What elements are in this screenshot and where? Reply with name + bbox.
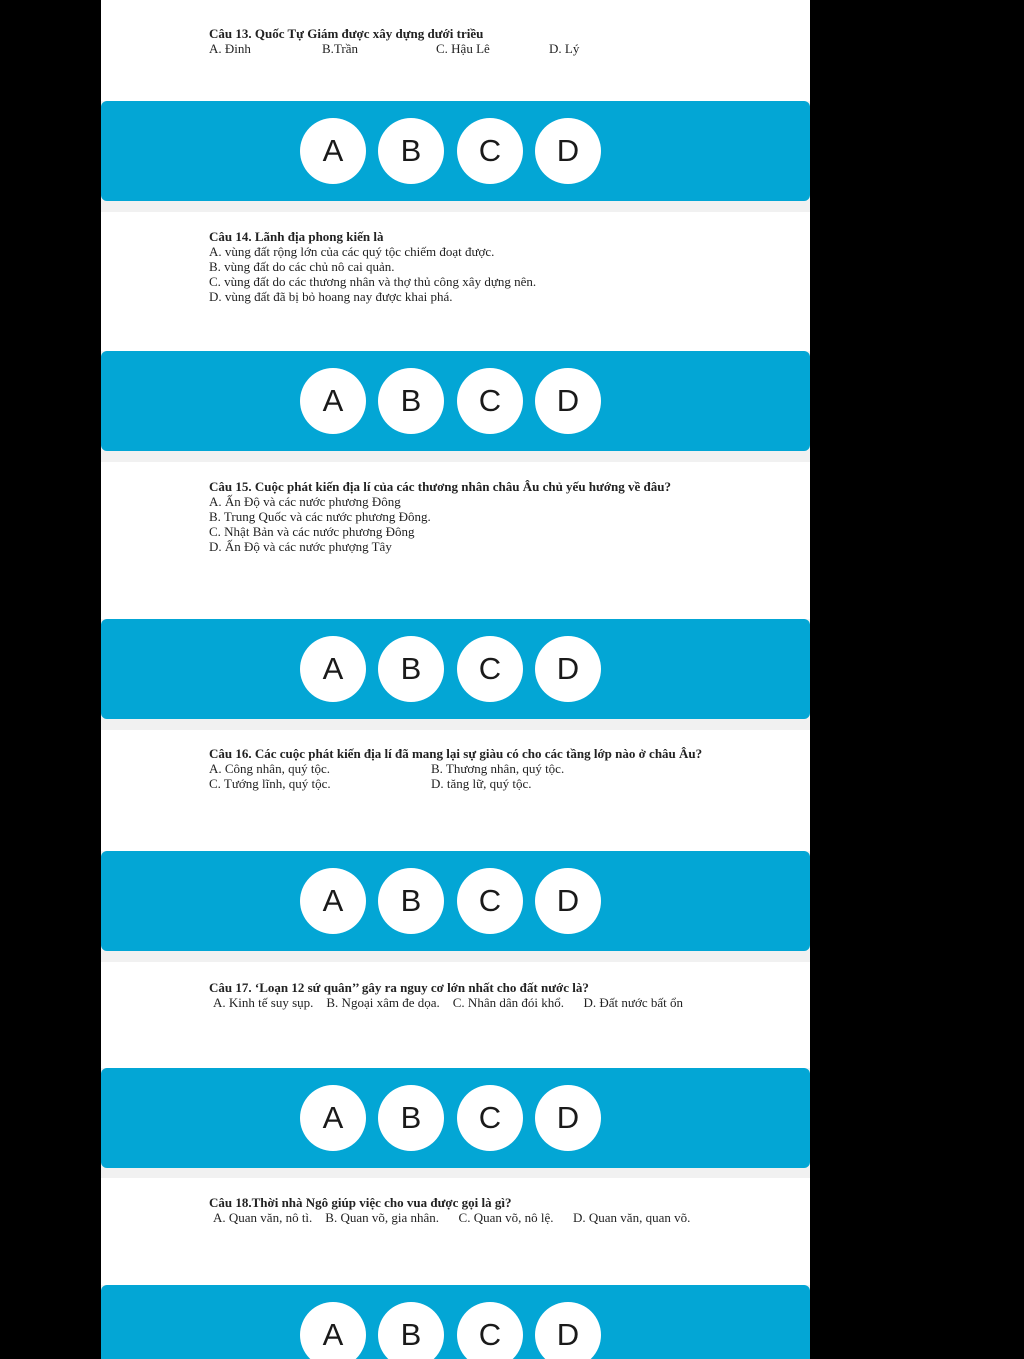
answer-a-button[interactable]: A — [300, 1302, 366, 1359]
question-card-17 — [101, 962, 810, 1068]
option-a: A. Ấn Độ và các nước phương Đông — [209, 494, 401, 509]
question-card-13 — [101, 0, 810, 101]
options-row — [209, 761, 704, 776]
question-15 — [209, 479, 704, 554]
question-card-15 — [101, 462, 810, 619]
answer-bar-18 — [101, 1285, 810, 1359]
question-title: Câu 15. Cuộc phát kiến địa lí của các thương nhân châu Âu chủ yếu hướng về đâu? — [209, 479, 671, 494]
option-d: D. Ấn Độ và các nước phượng Tây — [209, 539, 392, 554]
answer-bar-14 — [101, 351, 810, 451]
option-c: C. Nhật Bản và các nước phương Đông — [209, 524, 415, 539]
answer-a-button[interactable]: A — [300, 1085, 366, 1151]
option-c: C. Hậu Lê — [436, 41, 490, 56]
answer-bar-17 — [101, 1068, 810, 1168]
answer-a-button[interactable]: A — [300, 868, 366, 934]
answer-b-button[interactable]: B — [378, 118, 444, 184]
option-c: C. Tướng lĩnh, quý tộc. — [209, 776, 331, 791]
answer-bar-13 — [101, 101, 810, 201]
question-13 — [209, 26, 704, 56]
option-d: D. tăng lữ, quý tộc. — [431, 776, 532, 791]
answer-bar-15 — [101, 619, 810, 719]
question-card-16 — [101, 730, 810, 851]
answer-d-button[interactable]: D — [535, 368, 601, 434]
option-a: A. Đinh — [209, 41, 251, 56]
option-a: A. vùng đất rộng lớn của các quý tộc chiếm đoạt được. — [209, 244, 495, 259]
answer-a-button[interactable]: A — [300, 636, 366, 702]
question-title: Câu 16. Các cuộc phát kiến địa lí đã mang lại sự giàu có cho các tầng lớp nào ở châu Âu? — [209, 746, 703, 761]
question-title: Câu 18.Thời nhà Ngô giúp việc cho vua được gọi là gì? — [209, 1195, 512, 1210]
option-d: D. Đất nước bất ổn — [583, 995, 683, 1010]
question-card-18 — [101, 1178, 810, 1285]
question-14 — [209, 229, 704, 304]
answer-d-button[interactable]: D — [535, 868, 601, 934]
quiz-page — [101, 0, 810, 1359]
answer-c-button[interactable]: C — [457, 868, 523, 934]
question-18 — [209, 1195, 704, 1225]
question-16 — [209, 746, 704, 791]
answer-b-button[interactable]: B — [378, 368, 444, 434]
answer-c-button[interactable]: C — [457, 368, 523, 434]
answer-c-button[interactable]: C — [457, 1085, 523, 1151]
question-17 — [209, 980, 704, 1010]
answer-d-button[interactable]: D — [535, 1302, 601, 1359]
option-c: C. Nhân dân đói khổ. — [452, 995, 564, 1010]
answer-c-button[interactable]: C — [457, 118, 523, 184]
answer-d-button[interactable]: D — [535, 636, 601, 702]
options-line — [209, 1210, 704, 1225]
option-a: A. Công nhân, quý tộc. — [209, 761, 330, 776]
answer-b-button[interactable]: B — [378, 636, 444, 702]
answer-a-button[interactable]: A — [300, 118, 366, 184]
answer-d-button[interactable]: D — [535, 1085, 601, 1151]
option-a: A. Quan văn, nô tì. — [213, 1210, 313, 1225]
options-row — [209, 776, 704, 791]
answer-c-button[interactable]: C — [457, 1302, 523, 1359]
option-d: D. Lý — [549, 41, 580, 56]
option-c: C. Quan võ, nô lệ. — [458, 1210, 554, 1225]
option-b: B.Trần — [322, 41, 359, 56]
option-d: D. Quan văn, quan võ. — [573, 1210, 691, 1225]
options-line — [209, 995, 704, 1010]
options-row — [209, 41, 704, 56]
option-b: B. Thương nhân, quý tộc. — [431, 761, 565, 776]
question-title: Câu 14. Lãnh địa phong kiến là — [209, 229, 384, 244]
question-title: Câu 13. Quốc Tự Giám được xây dựng dưới triều — [209, 26, 484, 41]
answer-b-button[interactable]: B — [378, 1302, 444, 1359]
answer-c-button[interactable]: C — [457, 636, 523, 702]
option-b: B. Trung Quốc và các nước phương Đông. — [209, 509, 431, 524]
option-b: B. Ngoại xâm đe dọa. — [326, 995, 440, 1010]
question-title: Câu 17. ‘Loạn 12 sứ quân’’ gây ra nguy cơ lớn nhất cho đất nước là? — [209, 980, 589, 995]
option-d: D. vùng đất đã bị bỏ hoang nay được khai phá. — [209, 289, 453, 304]
option-b: B. Quan võ, gia nhân. — [325, 1210, 440, 1225]
option-c: C. vùng đất do các thương nhân và thợ thủ công xây dựng nên. — [209, 274, 537, 289]
option-a: A. Kinh tế suy sụp. — [213, 995, 314, 1010]
answer-bar-16 — [101, 851, 810, 951]
question-card-14 — [101, 212, 810, 351]
option-b: B. vùng đất do các chủ nô cai quản. — [209, 259, 395, 274]
answer-b-button[interactable]: B — [378, 1085, 444, 1151]
answer-d-button[interactable]: D — [535, 118, 601, 184]
answer-b-button[interactable]: B — [378, 868, 444, 934]
answer-a-button[interactable]: A — [300, 368, 366, 434]
